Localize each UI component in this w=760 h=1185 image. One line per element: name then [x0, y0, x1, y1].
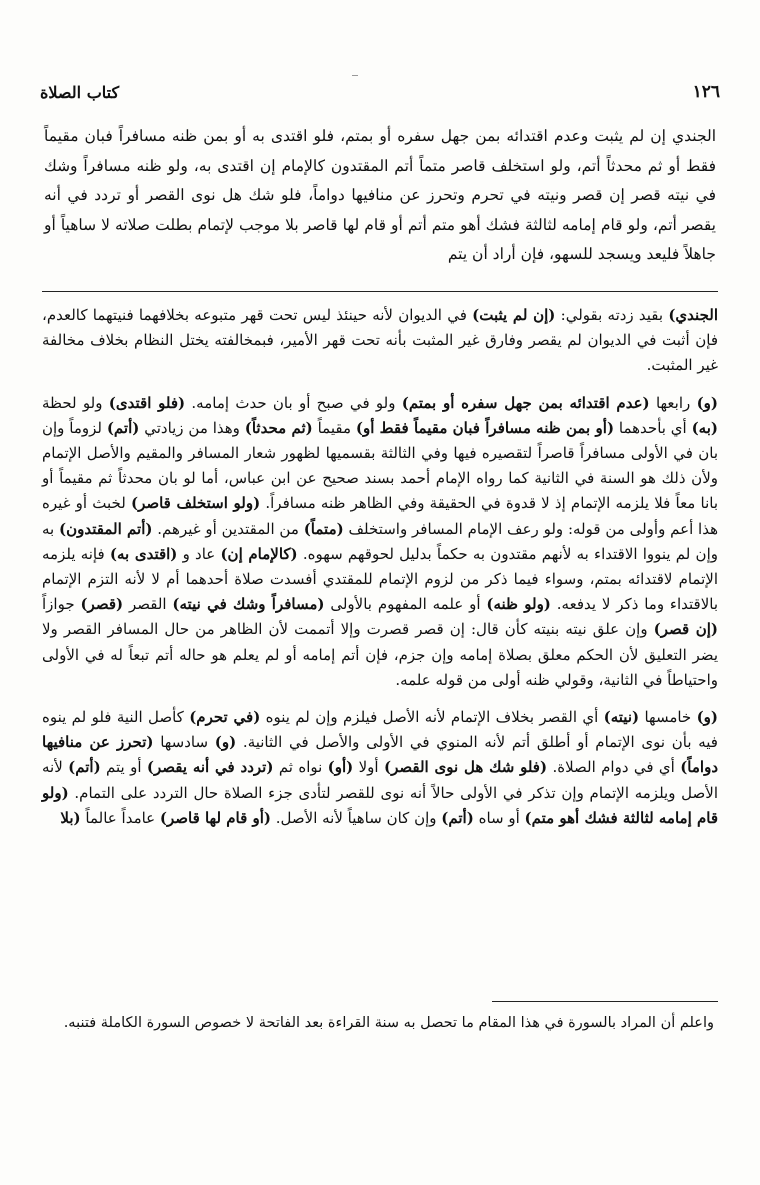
- text-run: كأصل النية فلو لم ينوه فيه بأن نوى الإتمام أو أطلق أتم لأنه المنوي في الأولى والأصل في الثانية.: [42, 708, 718, 752]
- commentary-paragraph-1: [42, 303, 718, 379]
- bold-quote-run: (نيته): [603, 708, 640, 727]
- text-run: مقيماً: [312, 418, 356, 437]
- text-run: القصر: [123, 595, 173, 614]
- bold-quote-run: (أتم المقتدون): [59, 519, 153, 538]
- text-run: بقيد زدته بقولي:: [555, 306, 669, 324]
- text-run: جوازاً: [42, 595, 81, 614]
- text-run: وإن علق نيته بنيته كأن قال: إن قصر قصرت وإلا أتممت لأن الظاهر من حال المسافر القصر ولا يضر التعليق لأن الحكم معلق بصلاة إمامه وإن جزم، فإن أتم إمامه أو لم يعلم هو حاله أتم تبعاً له في الأولى واحتياطاً في الثانية، وقولي ظنه أولى من قوله علمه.: [42, 620, 718, 689]
- bold-quote-run: (أتم): [441, 808, 474, 827]
- bold-quote-run: (تردد في أنه يقصر): [146, 758, 274, 777]
- footnote: [42, 1010, 714, 1036]
- text-run: سادسها: [153, 733, 215, 752]
- bold-quote-run: (فلو اقتدى): [108, 393, 186, 412]
- text-run: لأنه الأصل ويلزمه الإتمام وإن تذكر في الأولى حالاً أنه نوى للقصر لتأدى جزء الصلاة حال التردد على التمام.: [42, 758, 718, 802]
- text-run: لخبث أو غيره هذا أعم وأولى من قوله: ولو رعف الإمام المسافر واستخلف: [42, 494, 718, 538]
- bold-quote-run: (أتم): [68, 758, 101, 777]
- bold-quote-run: (اقتدى به): [109, 544, 178, 563]
- bold-quote-run: (و): [214, 733, 237, 752]
- bold-quote-run: (أو بمن ظنه مسافراً فبان مقيماً فقط أو): [355, 418, 615, 437]
- matn-paragraph: الجندي إن لم يثبت وعدم اقتدائه بمن جهل سفره أو بمتم، فلو اقتدى به أو بمن ظنه مسافراً فبان مقيماً فقط أو ثم محدثاً أتم، ولو استخلف قاصر متماً أتم المقتدون كالإمام إن اقتدى به، ولو ظنه مسافراً وشك في نيته قصر إن قصر ونيته في تحرم وتحرز عن منافيها دواماً، فلو شك هل نوى القصر أو تردد في أنه يقصر أتم، ولو قام إمامه لثالثة فشك أهو متم أتم أو قام لها قاصر بلا موجب لإتمام بطلت صلاته لا ساهياً أو جاهلاً فليعد ويسجد للسهو، فإن أراد أن يتم: [44, 127, 716, 263]
- running-title: كتاب الصلاة: [40, 82, 120, 102]
- text-run: نواه ثم: [273, 758, 328, 777]
- text-run: أو يتم: [100, 758, 147, 777]
- bold-quote-run: (مسافراً وشك في نيته): [172, 595, 325, 614]
- text-run: خامسها: [639, 708, 697, 727]
- bold-quote-run: (و): [696, 708, 719, 727]
- bold-quote-run: (عدم اقتدائه بمن جهل سفره أو بمتم): [401, 393, 650, 412]
- text-run: أي القصر بخلاف الإتمام لأنه الأصل فيلزم وإن لم ينوه: [260, 708, 604, 727]
- bold-quote-run: (ولو استخلف قاصر): [130, 494, 261, 513]
- main-text-matn: [44, 122, 716, 270]
- footnote-divider: [492, 1001, 718, 1002]
- text-run: في الديوان لأنه حينئذ ليس تحت قهر متبوعه بخلافهما فنيتهما كالعدم، فإن أثبت في الديوان لم يقصر وفارق غير المثبت بأنه تحت قهر الأمير، فبمخالفته يختل النظام بخلاف مخالفة غير المثبت.: [42, 306, 718, 375]
- bold-quote-run: (أو): [327, 758, 354, 777]
- commentary-paragraph-3: [42, 705, 718, 831]
- bold-quote-run: (بلا: [60, 808, 81, 827]
- text-run: أي في دوام الصلاة.: [547, 758, 681, 777]
- bold-quote-run: (تحرز عن منافيها دواماً): [42, 733, 718, 777]
- text-run: أولا: [353, 758, 384, 777]
- page-number: ١٢٦: [692, 82, 720, 102]
- commentary-sharh: [42, 303, 718, 843]
- text-run: عاد و: [177, 544, 221, 563]
- text-run: لزوماً وإن بان في الأولى مسافراً قاصراً لتقصيره فيها وفي الثالثة بقسميها لظهور شعار المسافر والمقيم والأصل الإتمام ولأن ذلك هو السنة في الثانية كما رواه الإمام أحمد بسند صحيح عن ابن عباس، أما لو بان محدثاً ثم مقيماً أو بانا معاً فلا يلزمه الإتمام إذ لا قدوة في الحقيقة وفي الظاهر ظنه مسافراً.: [42, 418, 718, 513]
- bold-quote-run: (أو قام لها قاصر): [159, 808, 271, 827]
- text-run: أو ساه: [473, 808, 525, 827]
- text-run: به وإن لم ينووا الاقتداء به لأنهم مقتدون به حكماً بدليل لحوقهم سهوه.: [42, 519, 718, 563]
- bold-quote-run: (فلو شك هل نوى القصر): [383, 758, 548, 777]
- bold-quote-run: (في تحرم): [189, 708, 261, 727]
- footnote-text: واعلم أن المراد بالسورة في هذا المقام ما تحصل به سنة القراءة بعد الفاتحة لا خصوص السورة الكاملة فتنبه.: [63, 1015, 714, 1031]
- text-run: وإن كان ساهياً لأنه الأصل.: [271, 808, 442, 827]
- text-run: أي بأحدهما: [614, 418, 692, 437]
- text-run: ولو لحظة: [42, 393, 109, 412]
- bold-quote-run: (به): [691, 418, 718, 437]
- bold-quote-run: (ثم محدثاً): [244, 418, 313, 437]
- ink-mark: [352, 75, 358, 76]
- text-run: من المقتدين أو غيرهم.: [152, 519, 304, 538]
- text-run: فإنه يلزمه الإتمام لاقتدائه بمتم، وسواء فيما ذكر من لزوم الإتمام للمقتدي أفسدت صلاة أحدهما أم لا لأنه التزم الإتمام بالاقتداء وما ذكر لا يدفعه.: [42, 544, 719, 614]
- text-run: أو علمه المفهوم بالأولى: [324, 595, 487, 614]
- bold-quote-run: الجندي): [668, 306, 718, 324]
- bold-quote-run: (إن لم يثبت): [472, 306, 556, 324]
- bold-quote-run: (قصر): [80, 595, 124, 614]
- text-run: رابعها: [649, 393, 697, 412]
- bold-quote-run: (إن قصر): [653, 620, 718, 639]
- text-run: ولو في صبح أو بان حدث إمامه.: [185, 393, 402, 412]
- bold-quote-run: (و): [696, 393, 719, 412]
- commentary-paragraph-2: [42, 391, 718, 693]
- bold-quote-run: (متماً): [303, 519, 344, 538]
- matn-divider: [42, 291, 718, 292]
- bold-quote-run: (كالإمام إن): [220, 544, 298, 563]
- bold-quote-run: (أتم): [106, 418, 140, 437]
- page-header: [40, 78, 720, 106]
- text-run: وهذا من زيادتي: [139, 418, 245, 437]
- text-run: عامداً عالماً: [80, 808, 160, 827]
- bold-quote-run: (ولو قام إمامه لثالثة فشك أهو متم): [42, 783, 718, 827]
- bold-quote-run: (ولو ظنه): [486, 595, 551, 614]
